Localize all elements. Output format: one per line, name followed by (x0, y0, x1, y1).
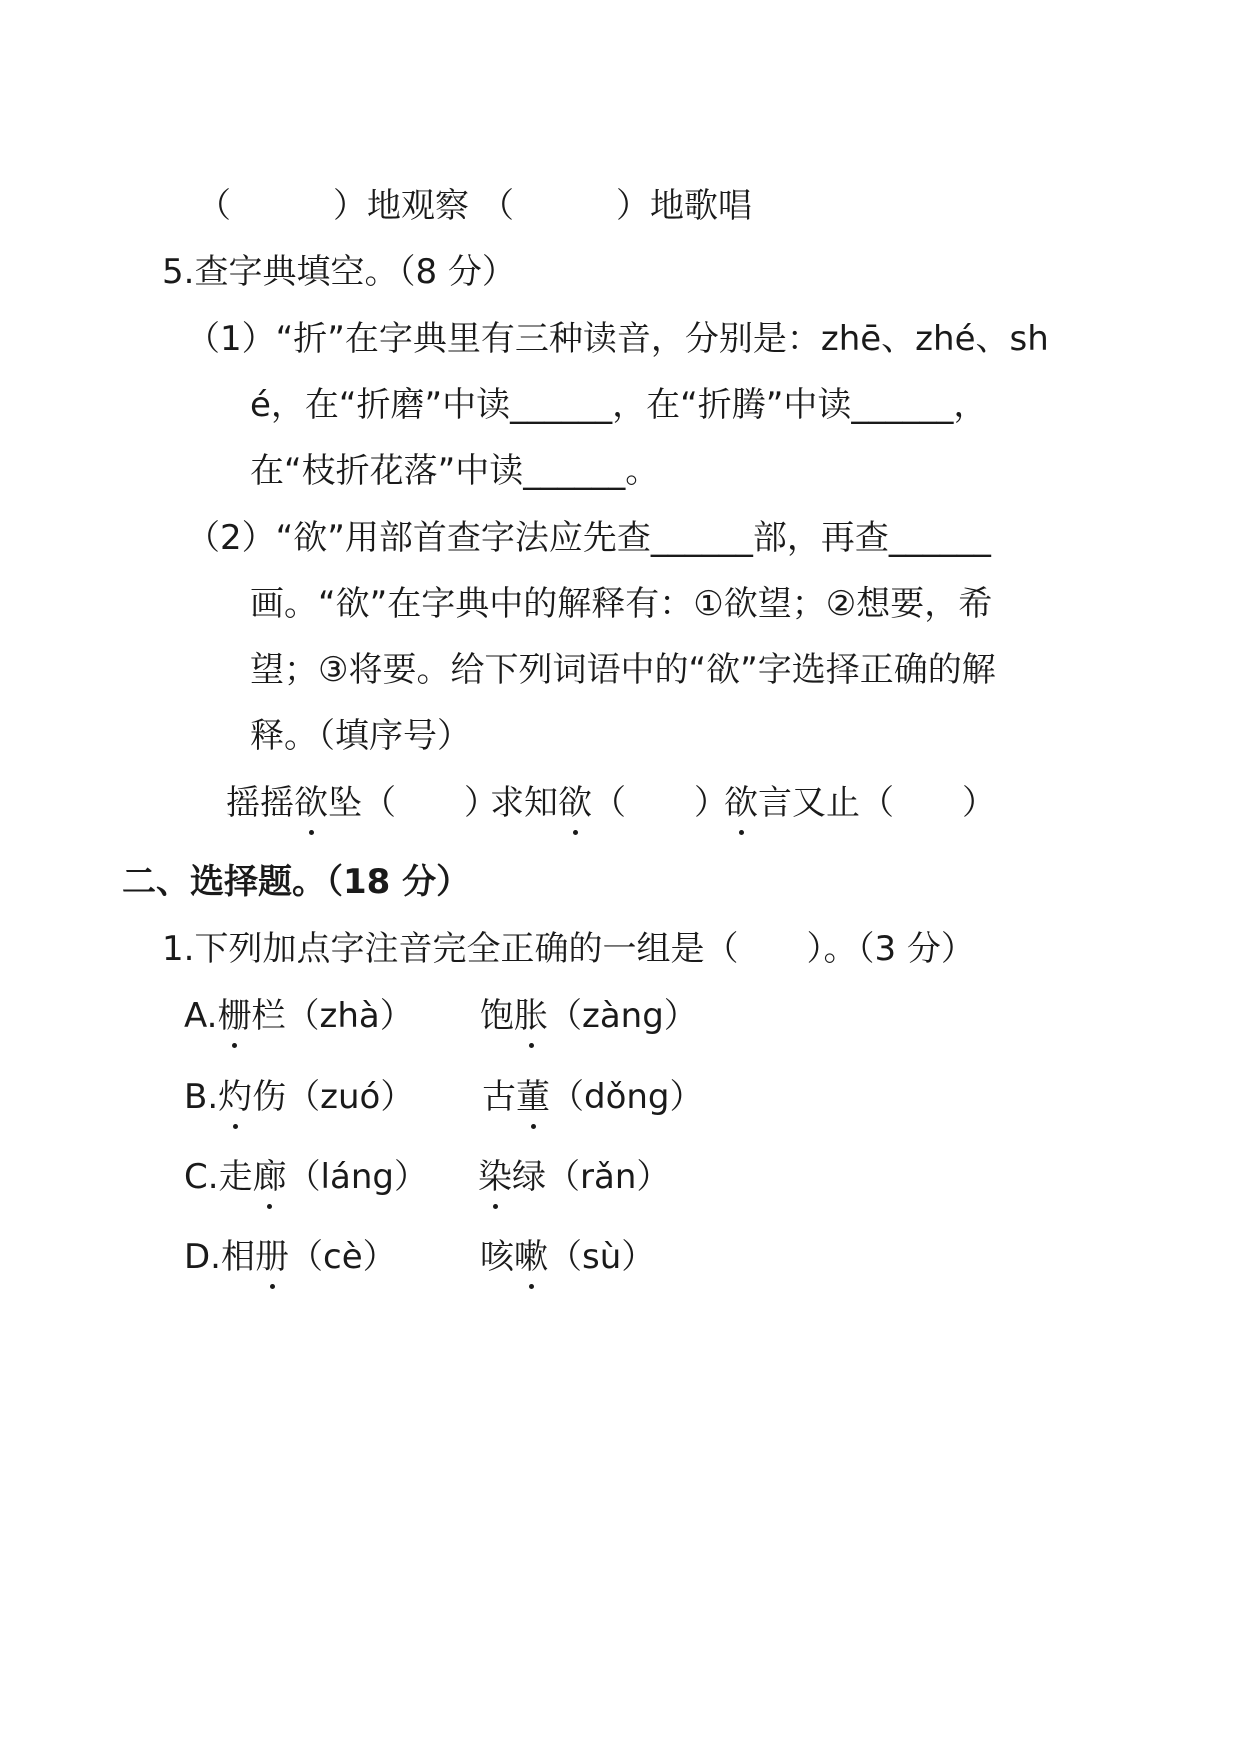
dotted-char: 董 (516, 1073, 550, 1121)
dotted-char: 廊 (253, 1153, 287, 1201)
word-item[interactable]: 欲言又止（ ） (724, 779, 996, 827)
choice-option-c[interactable]: C.走廊（láng） (184, 1153, 428, 1201)
question-title: 5.查字典填空。（8 分） (162, 252, 516, 292)
dotted-char: 染 (478, 1153, 512, 1201)
dotted-char: 胀 (514, 992, 548, 1040)
section-title: 二、选择题。（18 分） (122, 862, 471, 902)
dotted-char: 欲 (558, 779, 592, 827)
q4-fill-line-2 (480, 182, 752, 230)
dotted-char: 欲 (724, 779, 758, 827)
choice-option-b-right: 古董（dǒng） (482, 1073, 704, 1121)
option-label: A. (184, 996, 218, 1036)
q4-fill-line (197, 182, 469, 230)
answer-blank[interactable]: （ ） (480, 186, 650, 226)
option-label: B. (184, 1077, 219, 1117)
dotted-char: 欲 (294, 779, 328, 827)
dotted-char: 栅 (217, 992, 251, 1040)
subquestion-text: （2）“欲”用部首查字法应先查______部，再查______ (186, 518, 991, 558)
choice-option-a[interactable]: A.栅栏（zhà） (184, 992, 414, 1040)
dotted-char: 册 (255, 1233, 289, 1281)
subquestion-text: （1）“折”在字典里有三种读音，分别是：zhē、zhé、sh (186, 319, 1049, 359)
choice-option-d[interactable]: D.相册（cè） (184, 1233, 397, 1281)
word-item[interactable]: 摇摇欲坠（ ） (226, 779, 498, 827)
choice-option-a-right: 饱胀（zàng） (480, 992, 698, 1040)
question-title: 1.下列加点字注音完全正确的一组是（ ）。（3 分） (162, 929, 975, 969)
option-label: D. (184, 1237, 221, 1277)
subquestion-text: 望；③将要。给下列词语中的“欲”字选择正确的解 (250, 650, 996, 690)
dotted-char: 灼 (218, 1073, 252, 1121)
option-label: C. (184, 1157, 219, 1197)
subquestion-text: é，在“折磨”中读______，在“折腾”中读______， (250, 385, 988, 425)
choice-option-c-right: 染绿（rǎn） (478, 1153, 670, 1201)
subquestion-text: 在“枝折花落”中读______。 (250, 451, 660, 491)
choice-option-d-right: 咳嗽（sù） (480, 1233, 655, 1281)
subquestion-text: 画。“欲”在字典中的解释有：①欲望；②想要，希 (250, 584, 993, 624)
phrase-text: 地歌唱 (650, 186, 752, 226)
answer-blank[interactable]: （ ） (197, 186, 367, 226)
subquestion-text: 释。（填序号） (250, 716, 471, 756)
phrase-text: 地观察 (367, 186, 469, 226)
choice-option-b[interactable]: B.灼伤（zuó） (184, 1073, 414, 1121)
dotted-char: 嗽 (514, 1233, 548, 1281)
word-item[interactable]: 求知欲（ ） (490, 779, 728, 827)
